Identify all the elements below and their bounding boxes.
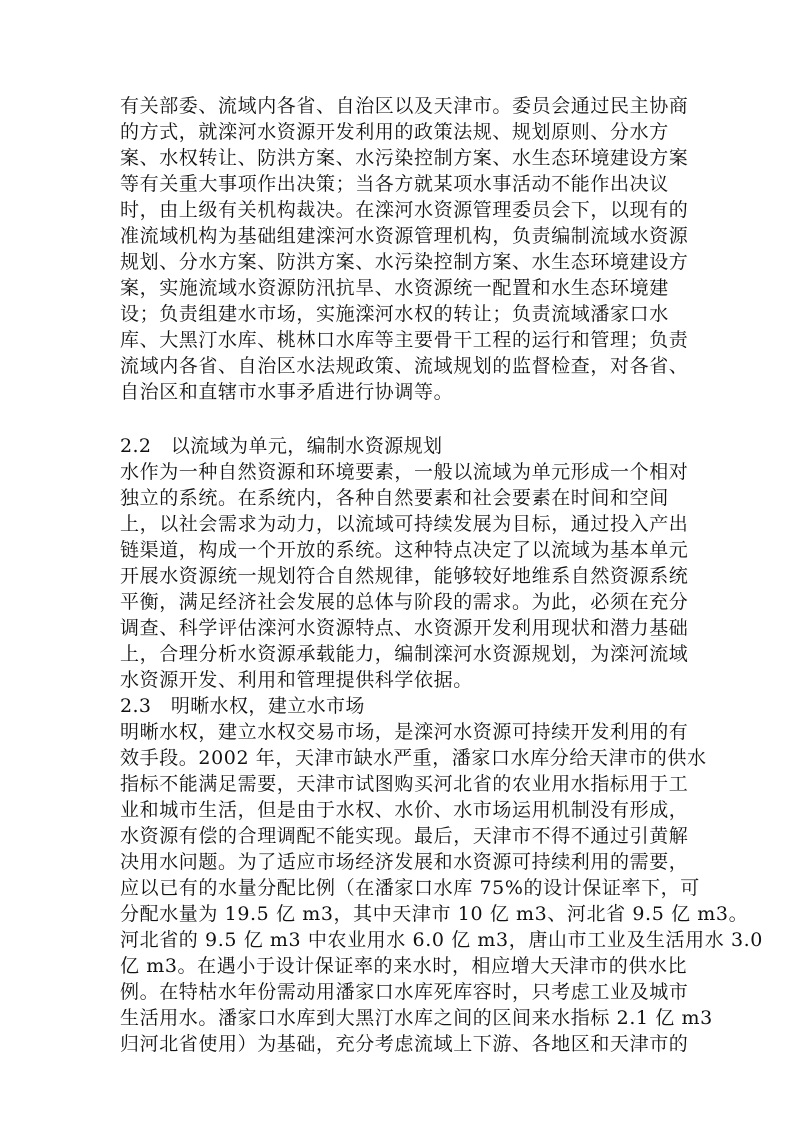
paragraph-line: 自治区和直辖市水事矛盾进行协调等。	[120, 381, 454, 403]
paragraph-line: 库、大黑汀水库、桃林口水库等主要骨干工程的运行和管理；负责	[120, 329, 689, 351]
paragraph-line: 设；负责组建水市场，实施滦河水权的转让；负责流域潘家口水	[120, 303, 669, 325]
paragraph-line: 亿 m3。在遇小于设计保证率的来水时，相应增大天津市的供水比	[120, 955, 688, 977]
paragraph-line: 规划、分水方案、防洪方案、水污染控制方案、水生态环境建设方	[120, 251, 689, 273]
paragraph-line: 例。在特枯水年份需动用潘家口水库死库容时，只考虑工业及城市	[120, 981, 689, 1003]
paragraph-line: 业和城市生活，但是由于水权、水价、水市场运用机制没有形成，	[120, 799, 689, 821]
paragraph-line: 明晰水权，建立水权交易市场，是滦河水资源可持续开发利用的有	[120, 721, 689, 743]
paragraph-line: 效手段。2002 年，天津市缺水严重，潘家口水库分给天津市的供水	[120, 747, 707, 769]
paragraph-line: 流域内各省、自治区水法规政策、流域规划的监督检查，对各省、	[120, 355, 689, 377]
paragraph-line: 归河北省使用）为基础，充分考虑流域上下游、各地区和天津市的	[120, 1033, 689, 1055]
paragraph-line: 上，合理分析水资源承载能力，编制滦河水资源规划，为滦河流域	[120, 643, 689, 665]
paragraph-line: 开展水资源统一规划符合自然规律，能够较好地维系自然资源系统	[120, 565, 689, 587]
paragraph-line: 案、水权转让、防洪方案、水污染控制方案、水生态环境建设方案	[120, 147, 689, 169]
paragraph-line: 的方式，就滦河水资源开发利用的政策法规、规划原则、分水方	[120, 121, 669, 143]
paragraph-line: 时，由上级有关机构裁决。在滦河水资源管理委员会下，以现有的	[120, 199, 689, 221]
section-heading-2-3: 2.3 明晰水权，建立水市场	[120, 695, 365, 717]
paragraph-line: 水资源开发、利用和管理提供科学依据。	[120, 669, 473, 691]
paragraph-line: 独立的系统。在系统内，各种自然要素和社会要素在时间和空间	[120, 487, 669, 509]
paragraph-line: 分配水量为 19.5 亿 m3，其中天津市 10 亿 m3、河北省 9.5 亿 m3。	[120, 903, 749, 925]
paragraph-line: 平衡，满足经济社会发展的总体与阶段的需求。为此，必须在充分	[120, 591, 689, 613]
paragraph-line: 上，以社会需求为动力，以流域可持续发展为目标，通过投入产出	[120, 513, 689, 535]
paragraph-line: 指标不能满足需要，天津市试图购买河北省的农业用水指标用于工	[120, 773, 689, 795]
paragraph-line: 水作为一种自然资源和环境要素，一般以流域为单元形成一个相对	[120, 461, 689, 483]
paragraph-line: 河北省的 9.5 亿 m3 中农业用水 6.0 亿 m3，唐山市工业及生活用水 3.0	[120, 929, 763, 951]
paragraph-line: 准流域机构为基础组建滦河水资源管理机构，负责编制流域水资源	[120, 225, 689, 247]
paragraph-line: 有关部委、流域内各省、自治区以及天津市。委员会通过民主协商	[120, 95, 689, 117]
paragraph-line: 案，实施流域水资源防汛抗旱、水资源统一配置和水生态环境建	[120, 277, 669, 299]
paragraph-line: 水资源有偿的合理调配不能实现。最后，天津市不得不通过引黄解	[120, 825, 689, 847]
paragraph-line: 生活用水。潘家口水库到大黑汀水库之间的区间来水指标 2.1 亿 m3	[120, 1007, 713, 1029]
paragraph-line: 决用水问题。为了适应市场经济发展和水资源可持续利用的需要，	[120, 851, 689, 873]
paragraph-line: 链渠道，构成一个开放的系统。这种特点决定了以流域为基本单元	[120, 539, 689, 561]
paragraph-line: 调查、科学评估滦河水资源特点、水资源开发利用现状和潜力基础	[120, 617, 689, 639]
paragraph-line: 等有关重大事项作出决策；当各方就某项水事活动不能作出决议	[120, 173, 669, 195]
paragraph-line: 应以已有的水量分配比例（在潘家口水库 75%的设计保证率下，可	[120, 877, 700, 899]
section-heading-2-2: 2.2 以流域为单元，编制水资源规划	[120, 435, 443, 457]
